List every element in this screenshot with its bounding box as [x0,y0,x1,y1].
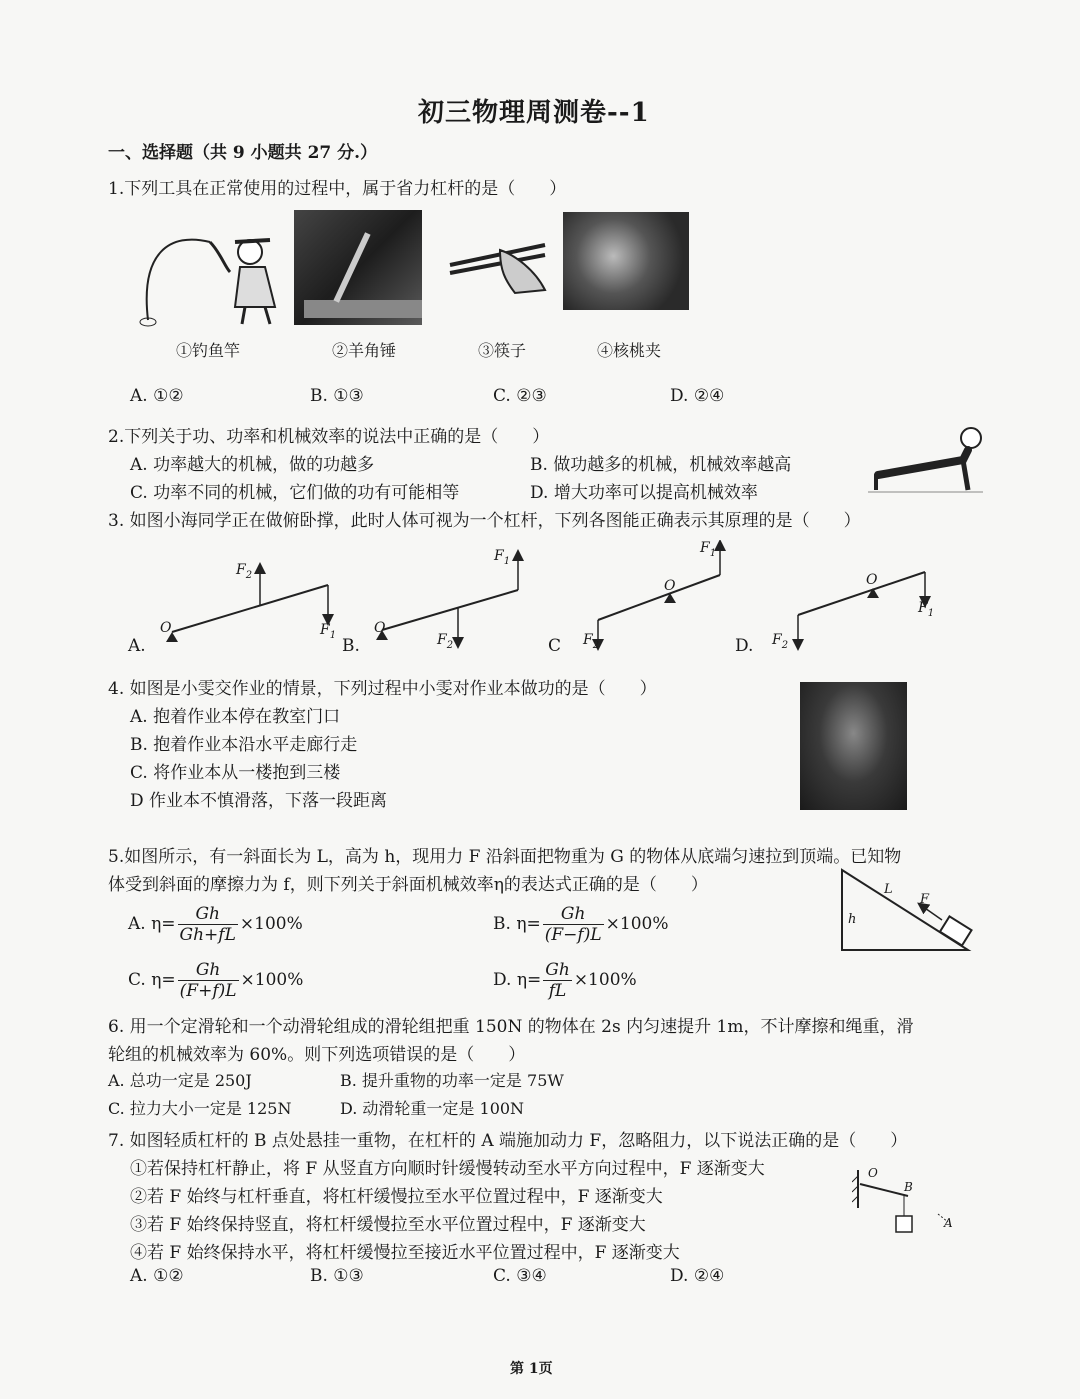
caption-claw-hammer: ②羊角锤 [332,341,397,360]
label-f2: $F_2$ [583,632,600,651]
label-f1: $F_1$ [494,548,511,567]
q5-option-b[interactable]: B. η= $\frac{Gh}{(F-f)L}$ ×100% [493,904,669,945]
incline-diagram [830,862,980,957]
label-f2: $F_2$ [437,632,454,651]
q4-option-b[interactable]: B. 抱着作业本沿水平走廊行走 [130,735,358,755]
q4-option-d[interactable]: D 作业本不慎滑落，下落一段距离 [130,791,388,811]
question-6-stem-line2: 轮组的机械效率为 60%。则下列选项错误的是（ ） [108,1045,526,1065]
q5-option-c[interactable]: C. η= $\frac{Gh}{(F+f)L}$ ×100% [128,960,304,1001]
page-number: 第 1页 [510,1361,553,1377]
chopsticks-image [445,215,555,295]
lever-diagram-d [798,572,925,645]
fishing-rod-image [130,212,290,332]
q2-option-a[interactable]: A. 功率越大的机械，做的功越多 [130,455,375,475]
label-f1: $F_1$ [320,622,337,641]
question-1-stem: 1.下列工具在正常使用的过程中，属于省力杠杆的是（ ） [108,179,567,199]
caption-chopsticks: ③筷子 [478,341,527,360]
q5-option-d[interactable]: D. η= $\frac{Gh}{fL}$ ×100% [493,960,637,1001]
label-f1: $F_1$ [918,600,935,619]
incline-label-f: F [920,892,930,907]
lever-label-b: B [904,1180,913,1194]
label-f1: $F_1$ [700,540,717,559]
q7-statement-3: ③若 F 始终保持竖直，将杠杆缓慢拉至水平位置过程中，F 逐渐变大 [130,1215,646,1235]
lever-diagram-c [598,545,720,645]
question-7-stem: 7. 如图轻质杠杆的 B 点处悬挂一重物，在杠杆的 A 端施加动力 F，忽略阻力，以下说法正确的是（ ） [108,1131,908,1151]
q4-option-c[interactable]: C. 将作业本从一楼抱到三楼 [130,763,341,783]
q3-option-b[interactable]: B. [342,636,360,656]
q6-option-b[interactable]: B. 提升重物的功率一定是 75W [340,1071,564,1090]
question-5-stem-line1: 5.如图所示，有一斜面长为 L，高为 h，现用力 F 沿斜面把物重为 G 的物体从底端匀速拉到顶端。已知物 [108,847,902,867]
q7-statement-4: ④若 F 始终保持水平，将杠杆缓慢拉至接近水平位置过程中，F 逐渐变大 [130,1243,680,1263]
student-homework-photo [800,682,907,810]
q5-option-a[interactable]: A. η= $\frac{Gh}{Gh+fL}$ ×100% [128,904,303,945]
q7-statement-1: ①若保持杠杆静止，将 F 从竖直方向顺时针缓慢转动至水平方向过程中，F 逐渐变大 [130,1159,765,1179]
q6-option-a[interactable]: A. 总功一定是 250J [108,1071,252,1090]
q1-option-d[interactable]: D. ②④ [670,386,725,406]
lever-label-a: A [944,1216,953,1230]
claw-hammer-image [294,210,422,325]
q7-option-c[interactable]: C. ③④ [493,1266,547,1286]
q3-option-c[interactable]: C [548,636,562,656]
label-o: O [374,620,386,636]
lever-diagram-b [376,555,518,643]
lever-label-o: O [868,1166,878,1180]
q7-option-d[interactable]: D. ②④ [670,1266,725,1286]
q1-option-c[interactable]: C. ②③ [493,386,547,406]
caption-fishing-rod: ①钓鱼竿 [176,341,241,360]
section-heading: 一、选择题（共 9 小题共 27 分.） [108,143,378,163]
label-o: O [664,578,676,594]
q6-option-d[interactable]: D. 动滑轮重一定是 100N [340,1099,525,1118]
question-4-stem: 4. 如图是小雯交作业的情景，下列过程中小雯对作业本做功的是（ ） [108,679,657,699]
incline-label-h: h [848,912,857,927]
pushup-figure-image [868,420,988,500]
question-5-stem-line2: 体受到斜面的摩擦力为 f，则下列关于斜面机械效率η的表达式正确的是（ ） [108,875,708,895]
q7-statement-2: ②若 F 始终与杠杆垂直，将杠杆缓慢拉至水平位置过程中，F 逐渐变大 [130,1187,663,1207]
q3-option-d[interactable]: D. [735,636,754,656]
q1-option-a[interactable]: A. ①② [130,386,184,406]
page-title: 初三物理周测卷--1 [418,98,650,128]
q4-option-a[interactable]: A. 抱着作业本停在教室门口 [130,707,341,727]
nutcracker-image [563,212,689,310]
lever-diagrams [120,540,960,660]
question-3-stem: 3. 如图小海同学正在做俯卧撑，此时人体可视为一个杠杆，下列各图能正确表示其原理的是（ ） [108,511,861,531]
q7-option-a[interactable]: A. ①② [130,1266,184,1286]
question-2-stem: 2.下列关于功、功率和机械效率的说法中正确的是（ ） [108,427,550,447]
caption-nutcracker: ④核桃夹 [597,341,662,360]
label-o: O [160,620,172,636]
incline-label-l: L [884,882,893,897]
q2-option-b[interactable]: B. 做功越多的机械，机械效率越高 [530,455,792,475]
label-o: O [866,572,878,588]
q3-option-a[interactable]: A. [128,636,146,656]
q1-option-b[interactable]: B. ①③ [310,386,364,406]
q7-option-b[interactable]: B. ①③ [310,1266,364,1286]
question-6-stem-line1: 6. 用一个定滑轮和一个动滑轮组成的滑轮组把重 150N 的物体在 2s 内匀速提升 1m，不计摩擦和绳重，滑 [108,1017,914,1037]
q2-option-d[interactable]: D. 增大功率可以提高机械效率 [530,483,758,503]
q6-option-c[interactable]: C. 拉力大小一定是 125N [108,1099,292,1118]
label-f2: $F_2$ [772,632,789,651]
label-f2: $F_2$ [236,562,253,581]
q2-option-c[interactable]: C. 功率不同的机械，它们做的功有可能相等 [130,483,460,503]
